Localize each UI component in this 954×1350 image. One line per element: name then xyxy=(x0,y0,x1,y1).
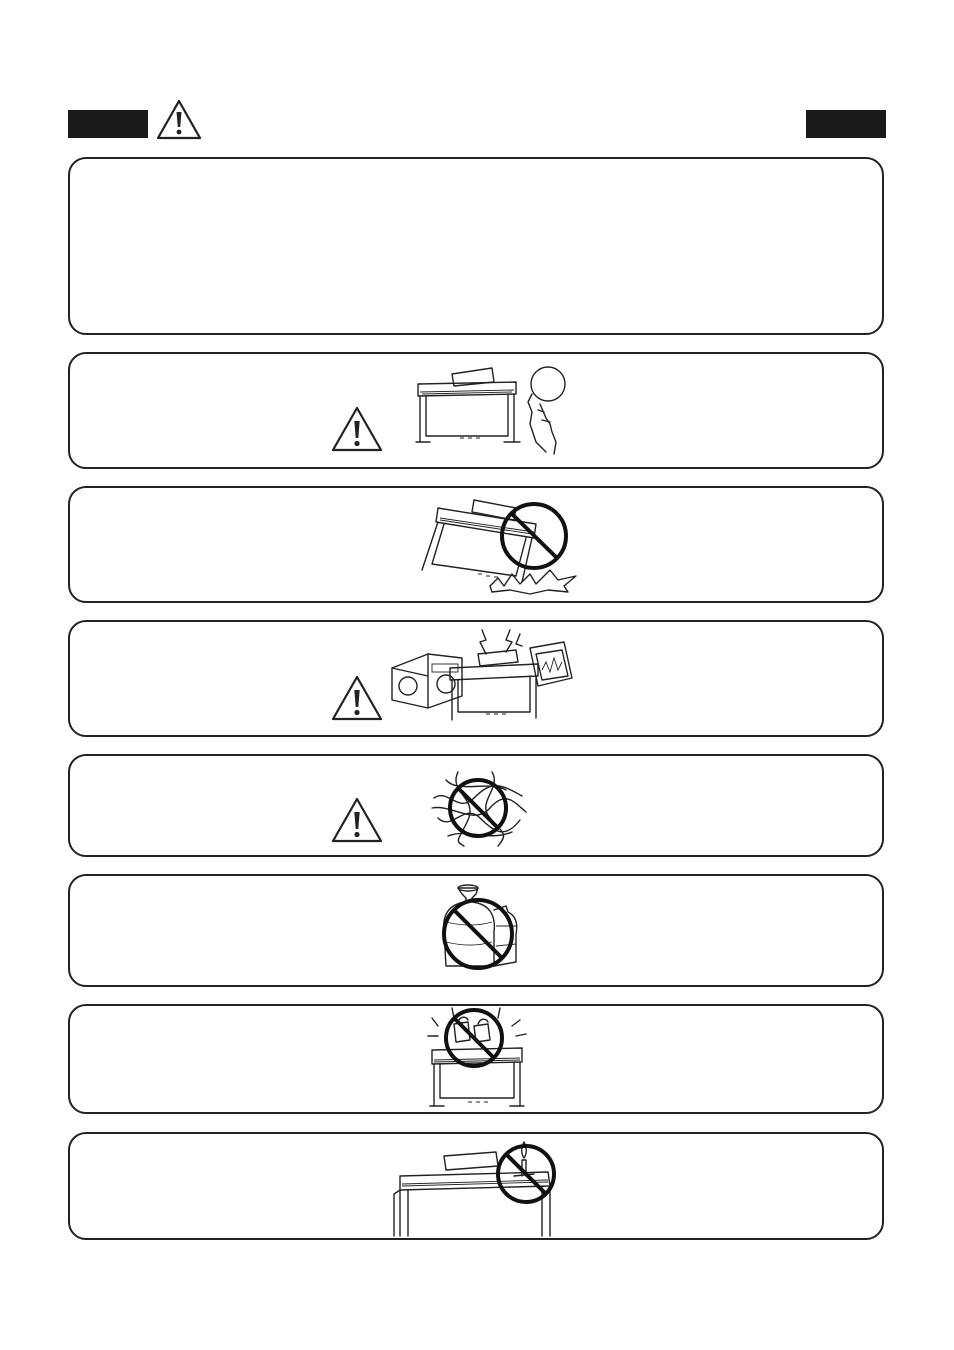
tangled-cords-illustration xyxy=(428,768,528,848)
caution-triangle-icon xyxy=(330,405,384,453)
objects-on-piano-illustration xyxy=(424,1006,530,1110)
piano-near-electronics-illustration xyxy=(388,626,578,726)
vase-containers-illustration xyxy=(436,882,526,974)
caution-triangle-icon xyxy=(330,796,384,844)
header-left-tab xyxy=(68,110,148,138)
intro-box xyxy=(68,157,884,335)
header-right-tab xyxy=(806,110,886,138)
piano-tipping-illustration xyxy=(418,494,583,594)
piano-power-button-illustration xyxy=(412,362,582,457)
caution-triangle-icon xyxy=(155,98,203,140)
caution-triangle-icon xyxy=(330,674,384,722)
candle-on-piano-illustration xyxy=(386,1140,566,1236)
